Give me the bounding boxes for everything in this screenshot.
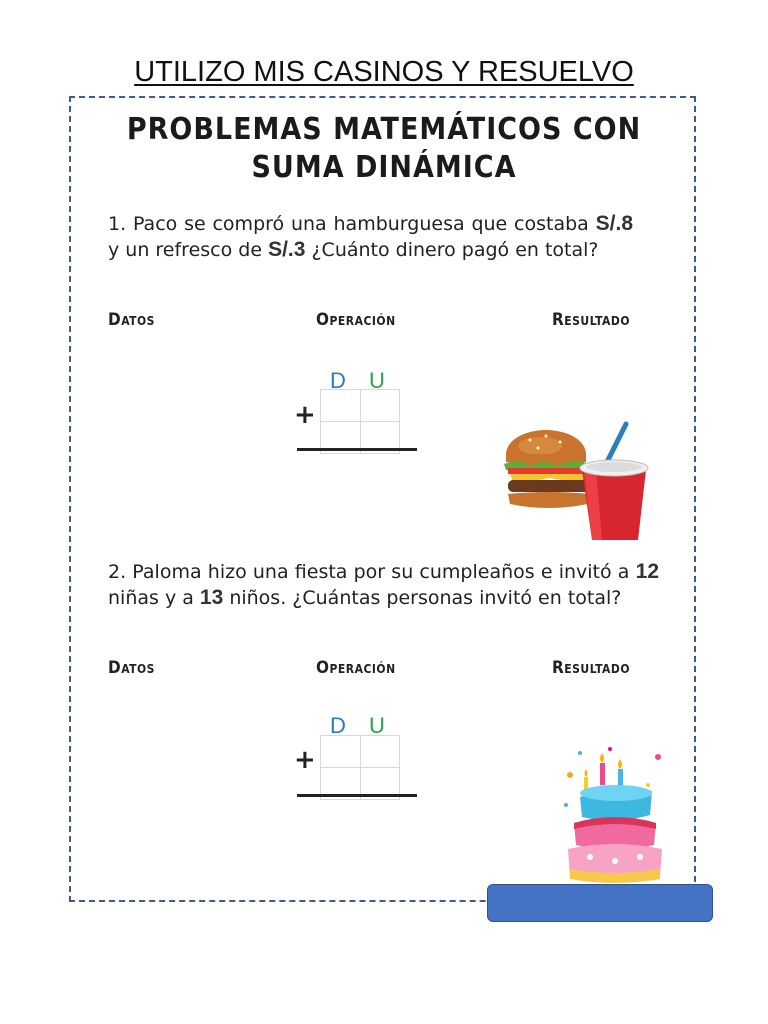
resultado-label-2: Resultado — [552, 658, 631, 678]
problem-1-amount-b: S/.3 — [268, 238, 306, 261]
heading-line-2: SUMA DINÁMICA — [251, 150, 517, 185]
birthday-cake-image — [560, 745, 670, 885]
problem-2-text-b: niñas y a — [108, 587, 200, 609]
tens-label-1: D — [330, 368, 346, 393]
plus-sign-2: + — [294, 745, 316, 775]
blue-answer-box[interactable] — [487, 884, 713, 922]
resultado-label-1: Resultado — [552, 310, 631, 330]
problem-2-amount-b: 13 — [199, 586, 224, 609]
problem-2-text-a: 2. Paloma hizo una fiesta por su cumpleaños e invitó a — [108, 561, 636, 583]
problem-1-text-a: 1. Paco se compró una hamburguesa que costaba — [108, 213, 596, 235]
worksheet-title: UTILIZO MIS CASINOS Y RESUELVO — [134, 56, 634, 88]
operacion-label-1: Operación — [316, 310, 396, 330]
problem-1-amount-a: S/.8 — [595, 212, 633, 235]
problem-2-amount-a: 12 — [635, 560, 659, 583]
heading-line-1: PROBLEMAS MATEMÁTICOS CON — [126, 112, 642, 147]
burger-and-soda-image — [500, 420, 650, 545]
datos-label-1: Datos — [108, 310, 155, 330]
tens-label-2: D — [330, 713, 346, 738]
problem-1-text — [108, 211, 659, 263]
grid-cell[interactable] — [360, 736, 400, 768]
grid-cell[interactable] — [321, 736, 361, 768]
addition-grid-1 — [320, 389, 400, 454]
grid-cell[interactable] — [360, 390, 400, 422]
problem-2-text-c: niños. ¿Cuántas personas invitó en total? — [223, 587, 622, 609]
sum-line-1 — [297, 448, 417, 451]
sum-line-2 — [297, 794, 417, 797]
datos-label-2: Datos — [108, 658, 155, 678]
units-label-1: U — [369, 368, 385, 393]
problem-1-text-b: y un refresco de — [108, 239, 269, 261]
operacion-label-2: Operación — [316, 658, 396, 678]
units-label-2: U — [369, 713, 385, 738]
grid-cell[interactable] — [321, 390, 361, 422]
plus-sign-1: + — [294, 400, 316, 430]
problem-1-text-c: ¿Cuánto dinero pagó en total? — [305, 239, 599, 261]
addition-grid-2 — [320, 735, 400, 800]
problem-2-text — [108, 559, 659, 611]
